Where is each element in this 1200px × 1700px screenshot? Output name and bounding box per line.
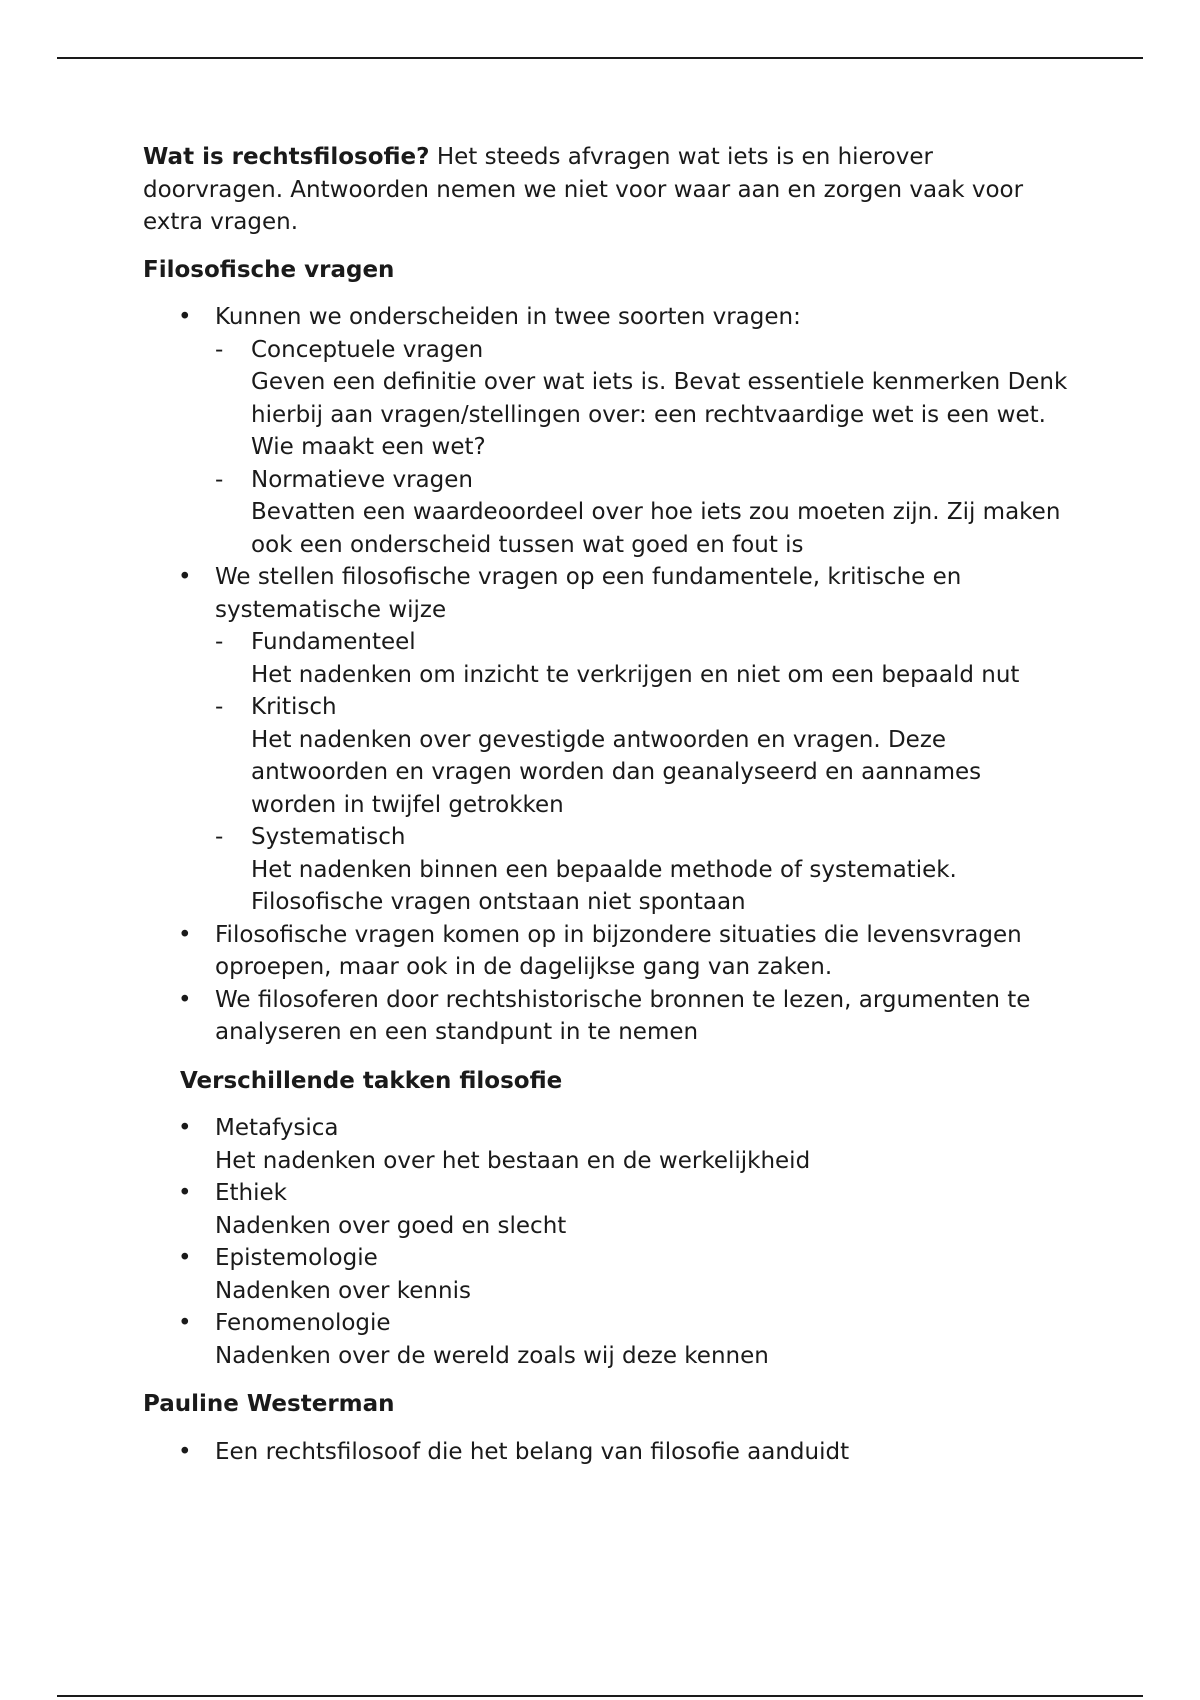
list-item (178, 1177, 1073, 1242)
dash-icon: - (215, 694, 224, 720)
sub-item-title: Kritisch (251, 694, 337, 720)
sub-list-item (215, 821, 1073, 919)
bullet-icon: • (178, 921, 192, 948)
list-item (178, 919, 1073, 984)
sub-list-item (215, 626, 1073, 691)
bullet-icon: • (178, 564, 192, 590)
dash-icon: - (215, 466, 224, 493)
list-item (178, 1436, 1073, 1469)
sub-list-item (215, 691, 1073, 821)
dash-icon: - (215, 824, 224, 850)
list-item (178, 1242, 1073, 1307)
sub-list-item (215, 464, 1073, 562)
section-heading-pauline-westerman: Pauline Westerman (143, 1391, 395, 1417)
list-item-text: Filosofische vragen komen op in bijzondere situaties die levensvragen oproepen, maar ook in de dagelijkse gang van zaken. (215, 921, 1022, 980)
sub-item-title: Fundamenteel (251, 629, 416, 655)
dash-icon: - (215, 629, 224, 655)
list-item (178, 1112, 1073, 1177)
sub-item-desc: Het nadenken om inzicht te verkrijgen en niet om een bepaald nut (251, 661, 1020, 688)
list-item-title: Metafysica (215, 1115, 339, 1141)
document-body (143, 141, 1073, 1468)
sub-item-title: Systematisch (251, 824, 406, 850)
filosofische-vragen-list (143, 301, 1073, 1049)
bullet-icon: • (178, 986, 192, 1013)
list-item-desc: Nadenken over de wereld zoals wij deze kennen (215, 1342, 769, 1369)
bullet-icon: • (178, 304, 192, 330)
sub-item-desc: Het nadenken over gevestigde antwoorden en vragen. Deze antwoorden en vragen worden dan geanalyseerd en aannames worden in twijfel getrokken (251, 726, 982, 818)
sub-item-title: Normatieve vragen (251, 466, 473, 493)
sub-item-desc: Bevatten een waardeoordeel over hoe iets zou moeten zijn. Zij maken ook een onderscheid tussen wat goed en fout is (251, 499, 1061, 558)
list-item (178, 301, 1073, 561)
list-item-title: Ethiek (215, 1180, 287, 1206)
bullet-icon: • (178, 1115, 192, 1141)
list-item-desc: Het nadenken over het bestaan en de werkelijkheid (215, 1147, 811, 1174)
sub-item-desc: Geven een definitie over wat iets is. Bevat essentiele kenmerken Denk hierbij aan vragen/stellingen over: een rechtvaardige wet is een wet. Wie maakt een wet? (251, 369, 1068, 460)
list-item-title: Epistemologie (215, 1245, 378, 1271)
sub-item-title: Conceptuele vragen (251, 336, 484, 363)
list-item-text: We filosoferen door rechtshistorische bronnen te lezen, argumenten te analyseren en een standpunt in te nemen (215, 986, 1031, 1045)
footer-rule (57, 1695, 1143, 1697)
list-item-text: We stellen filosofische vragen op een fundamentele, kritische en systematische wijze (215, 564, 962, 623)
bullet-icon: • (178, 1180, 192, 1206)
bullet-icon: • (178, 1438, 192, 1465)
sub-list-item (215, 334, 1073, 464)
intro-lead: Wat is rechtsfilosofie? (143, 144, 430, 170)
list-item (178, 984, 1073, 1049)
header-rule (57, 57, 1143, 59)
intro-text: Het steeds afvragen wat iets is en hierover doorvragen. Antwoorden nemen we niet voor waar aan en zorgen vaak voor extra vragen. (143, 144, 1024, 235)
bullet-icon: • (178, 1310, 192, 1336)
list-item (178, 561, 1073, 919)
dash-icon: - (215, 336, 224, 363)
list-item-desc: Nadenken over goed en slecht (215, 1212, 567, 1239)
section-heading-filosofische-vragen: Filosofische vragen (143, 256, 395, 283)
list-item-title: Fenomenologie (215, 1310, 391, 1336)
intro-paragraph (143, 141, 1073, 239)
list-item (178, 1307, 1073, 1372)
list-item-text: Een rechtsfilosoof die het belang van filosofie aanduidt (215, 1438, 850, 1465)
sub-list (215, 334, 1073, 562)
westerman-list (143, 1436, 1073, 1469)
list-item-text: Kunnen we onderscheiden in twee soorten vragen: (215, 304, 801, 330)
bullet-icon: • (178, 1245, 192, 1271)
section-heading-verschillende-takken: Verschillende takken filosofie (180, 1067, 563, 1094)
sub-list (215, 626, 1073, 919)
takken-list (143, 1112, 1073, 1372)
sub-item-desc: Het nadenken binnen een bepaalde methode of systematiek. Filosofische vragen ontstaan niet spontaan (251, 856, 957, 915)
list-item-desc: Nadenken over kennis (215, 1277, 471, 1304)
